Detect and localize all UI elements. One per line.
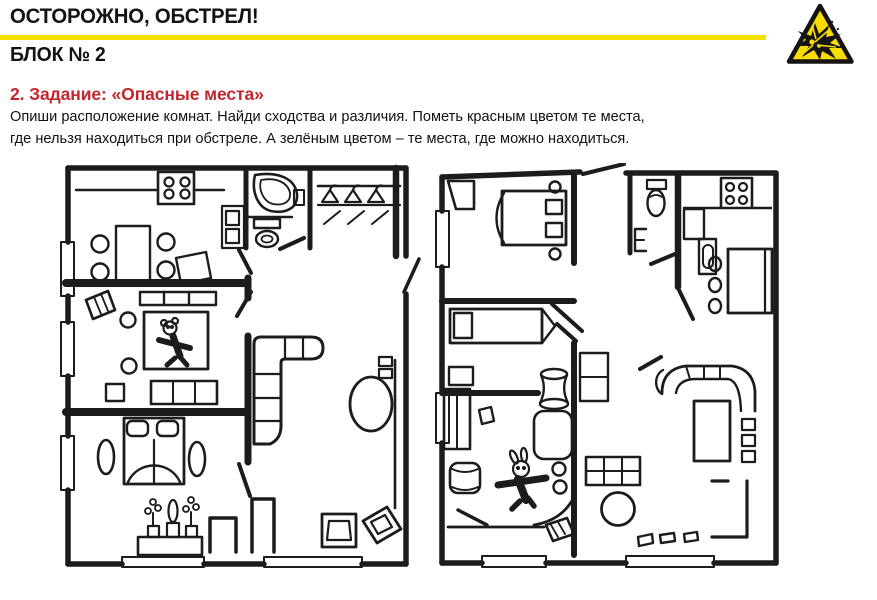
floor-cushions — [638, 532, 698, 546]
sofa-2 — [586, 457, 640, 485]
entry-nook — [712, 481, 747, 537]
dining-table-chairs — [92, 226, 212, 284]
toilet-icon — [254, 219, 280, 247]
oval-table — [350, 377, 392, 431]
floorplan-apartment-1 — [58, 160, 424, 578]
spool-stool — [540, 369, 568, 409]
bed-2 — [450, 309, 555, 343]
explosion-hazard-icon — [784, 2, 856, 68]
yellow-divider — [0, 35, 766, 40]
kitchen-door-leaf — [679, 290, 693, 319]
block-label: БЛОК № 2 — [10, 44, 106, 66]
door-leaf — [552, 304, 582, 331]
corner-sofa — [656, 366, 755, 411]
task-instructions-line1: Опиши расположение комнат. Найди сходства и различия. Пометь красным цветом те места, — [10, 109, 645, 125]
stove-burners-icon — [165, 178, 190, 199]
entry-nook — [210, 464, 274, 552]
bookshelf — [580, 353, 608, 401]
bed-1 — [497, 182, 567, 260]
balcony-door-leaf — [404, 259, 419, 292]
round-table — [602, 493, 635, 526]
page-title: ОСТОРОЖНО, ОБСТРЕЛ! — [10, 5, 259, 28]
double-bed — [124, 418, 184, 484]
kitchen-counter — [684, 208, 771, 239]
corner-desk — [448, 181, 474, 209]
wall-shelf — [379, 357, 392, 378]
teddy-bear-icon — [159, 318, 190, 365]
armchairs — [322, 507, 401, 547]
kids-shelf — [106, 381, 217, 404]
kids-armchair — [450, 463, 480, 493]
kids-table — [534, 411, 572, 459]
stove-burners-icon — [721, 178, 752, 208]
entry-door-leaf — [583, 164, 624, 174]
sink-icon — [635, 229, 646, 251]
toilet-icon — [647, 180, 666, 216]
outer-walls — [68, 168, 406, 564]
task-instructions — [10, 107, 645, 150]
interior-walls — [66, 283, 246, 412]
kitchen-table-chairs — [709, 249, 772, 313]
task-heading: 2. Задание: «Опасные места» — [10, 84, 264, 104]
wall-shelf — [742, 419, 755, 462]
small-chair — [479, 407, 494, 424]
corner-sofa — [254, 337, 323, 444]
nightstand — [449, 367, 473, 385]
bedside-rug — [189, 442, 205, 476]
floorplan-apartment-2 — [434, 163, 786, 579]
kitchen-counter — [76, 172, 224, 204]
shelf-row — [140, 292, 216, 305]
task-instructions-line2: где нельзя находиться при обстреле. А зелёным цветом – те места, где можно находиться. — [10, 130, 630, 147]
bathtub-icon — [254, 174, 297, 212]
potted-plants — [138, 497, 202, 555]
kids-wardrobe — [86, 291, 115, 319]
kitchen-sink — [222, 206, 244, 248]
living-rug — [694, 401, 730, 461]
bedside-rug — [98, 440, 114, 474]
kids-wardrobe — [444, 389, 470, 449]
bathroom-door-leaf — [651, 254, 675, 264]
closet-hangers — [318, 186, 400, 225]
